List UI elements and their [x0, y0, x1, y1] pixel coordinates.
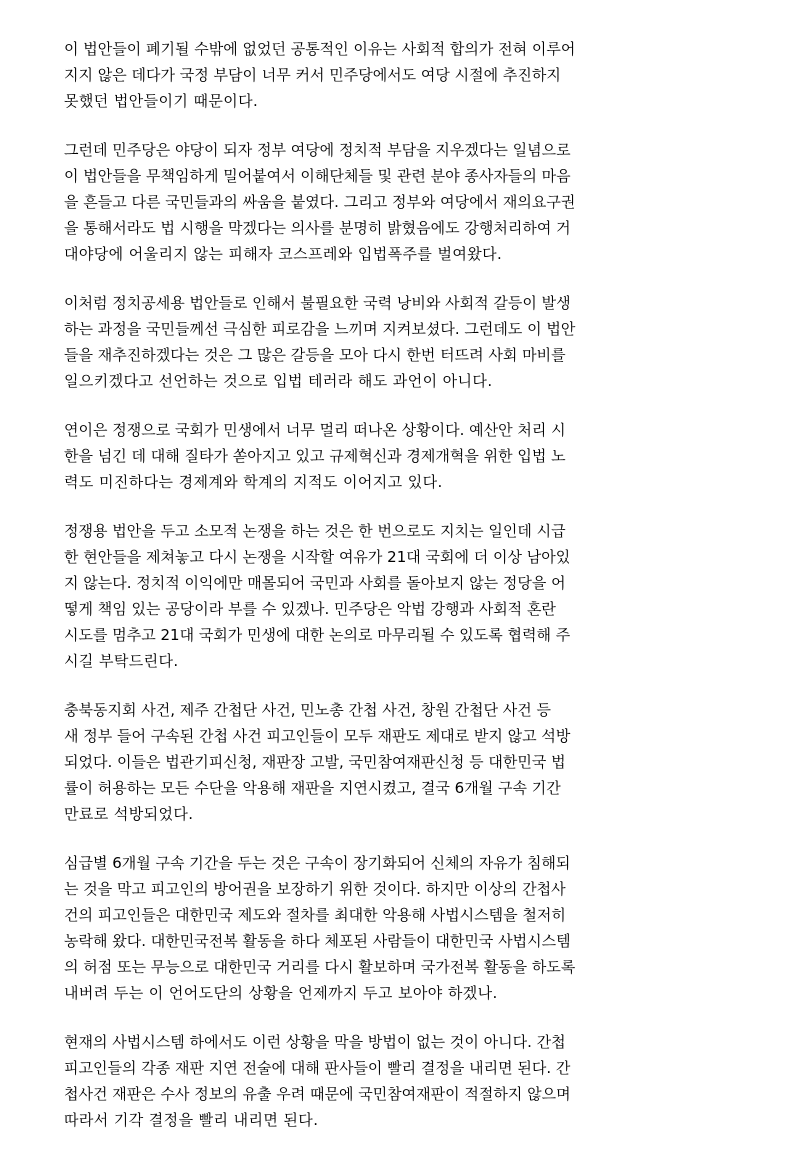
text-line: 현재의 사법시스템 하에서도 이런 상황을 막을 방법이 없는 것이 아니다. 간첩 [64, 1033, 566, 1051]
text-line: 되었다. 이들은 법관기피신청, 재판장 고발, 국민참여재판신청 등 대한민국 법 [64, 753, 566, 771]
text-line: 한을 넘긴 데 대해 질타가 쏟아지고 있고 규제혁신과 경제개혁을 위한 입법 노 [64, 447, 566, 465]
text-line: 따라서 기각 결정을 빨리 내리면 된다. [64, 1111, 319, 1129]
text-line: 내버려 두는 이 언어도단의 상황을 언제까지 두고 보아야 하겠나. [64, 984, 498, 1002]
document-body [64, 36, 732, 1156]
text-line: 을 흔들고 다른 국민들과의 싸움을 붙였다. 그리고 정부와 여당에서 재의요구권 [64, 193, 576, 211]
text-line: 을 통해서라도 법 시행을 막겠다는 의사를 분명히 밝혔음에도 강행처리하여 거 [64, 219, 571, 237]
text-line: 들을 재추진하겠다는 것은 그 많은 갈등을 모아 다시 한번 터뜨려 사회 마비를 [64, 346, 566, 364]
text-line: 지 않는다. 정치적 이익에만 매몰되어 국민과 사회를 돌아보지 않는 정당을 어 [64, 574, 566, 592]
text-line: 심급별 6개월 구속 기간을 두는 것은 구속이 장기화되어 신체의 자유가 침해되 [64, 854, 571, 872]
text-line: 건의 피고인들은 대한민국 제도와 절차를 최대한 악용해 사법시스템을 철저히 [64, 906, 566, 924]
paragraph-3 [64, 290, 732, 394]
text-line: 의 허점 또는 무능으로 대한민국 거리를 다시 활보하며 국가전복 활동을 하도록 [64, 958, 576, 976]
text-line: 력도 미진하다는 경제계와 학계의 지적도 이어지고 있다. [64, 473, 443, 491]
text-line: 첩사건 재판은 수사 정보의 유출 우려 때문에 국민참여재판이 적절하지 않으며 [64, 1085, 571, 1103]
paragraph-6 [64, 697, 732, 827]
paragraph-8 [64, 1029, 732, 1133]
text-line: 충북동지회 사건, 제주 간첩단 사건, 민노총 간첩 사건, 창원 간첩단 사건 등 [64, 701, 551, 719]
text-line: 일으키겠다고 선언하는 것으로 입법 테러라 해도 과언이 아니다. [64, 372, 493, 390]
text-line: 연이은 정쟁으로 국회가 민생에서 너무 멀리 떠나온 상황이다. 예산안 처리 시 [64, 421, 566, 439]
text-line: 는 것을 막고 피고인의 방어권을 보장하기 위한 것이다. 하지만 이상의 간첩사 [64, 880, 566, 898]
text-line: 못했던 법안들이기 때문이다. [64, 92, 259, 110]
text-line: 그런데 민주당은 야당이 되자 정부 여당에 정치적 부담을 지우겠다는 일념으로 [64, 141, 571, 159]
text-line: 정쟁용 법안을 두고 소모적 논쟁을 하는 것은 한 번으로도 지치는 일인데 시급 [64, 522, 566, 540]
text-line: 새 정부 들어 구속된 간첩 사건 피고인들이 모두 재판도 제대로 받지 않고 석방 [64, 727, 571, 745]
text-line: 시길 부탁드린다. [64, 652, 179, 670]
text-line: 대야당에 어울리지 않는 피해자 코스프레와 입법폭주를 벌여왔다. [64, 245, 503, 263]
text-line: 지지 않은 데다가 국정 부담이 너무 커서 민주당에서도 여당 시절에 추진하지 [64, 66, 561, 84]
text-line: 이처럼 정치공세용 법안들로 인해서 불필요한 국력 낭비와 사회적 갈등이 발생 [64, 294, 571, 312]
paragraph-1 [64, 36, 732, 114]
text-line: 떻게 책임 있는 공당이라 부를 수 있겠나. 민주당은 악법 강행과 사회적 혼란 [64, 600, 556, 618]
paragraph-7 [64, 850, 732, 1006]
text-line: 한 현안들을 제쳐놓고 다시 논쟁을 시작할 여유가 21대 국회에 더 이상 남아있 [64, 548, 571, 566]
text-line: 이 법안들이 폐기될 수밖에 없었던 공통적인 이유는 사회적 합의가 전혀 이루어 [64, 40, 576, 58]
text-line: 농락해 왔다. 대한민국전복 활동을 하다 체포된 사람들이 대한민국 사법시스템 [64, 932, 571, 950]
paragraph-2 [64, 137, 732, 267]
text-line: 시도를 멈추고 21대 국회가 민생에 대한 논의로 마무리될 수 있도록 협력해 주 [64, 626, 571, 644]
text-line: 률이 허용하는 모든 수단을 악용해 재판을 지연시켰고, 결국 6개월 구속 기간 [64, 779, 561, 797]
text-line: 이 법안들을 무책임하게 밀어붙여서 이해단체들 및 관련 분야 종사자들의 마음 [64, 167, 571, 185]
paragraph-5 [64, 518, 732, 674]
text-line: 만료로 석방되었다. [64, 805, 194, 823]
text-line: 하는 과정을 국민들께선 극심한 피로감을 느끼며 지켜보셨다. 그런데도 이 법안 [64, 320, 576, 338]
paragraph-4 [64, 417, 732, 495]
text-line: 피고인들의 각종 재판 지연 전술에 대해 판사들이 빨리 결정을 내리면 된다. 간 [64, 1059, 571, 1077]
